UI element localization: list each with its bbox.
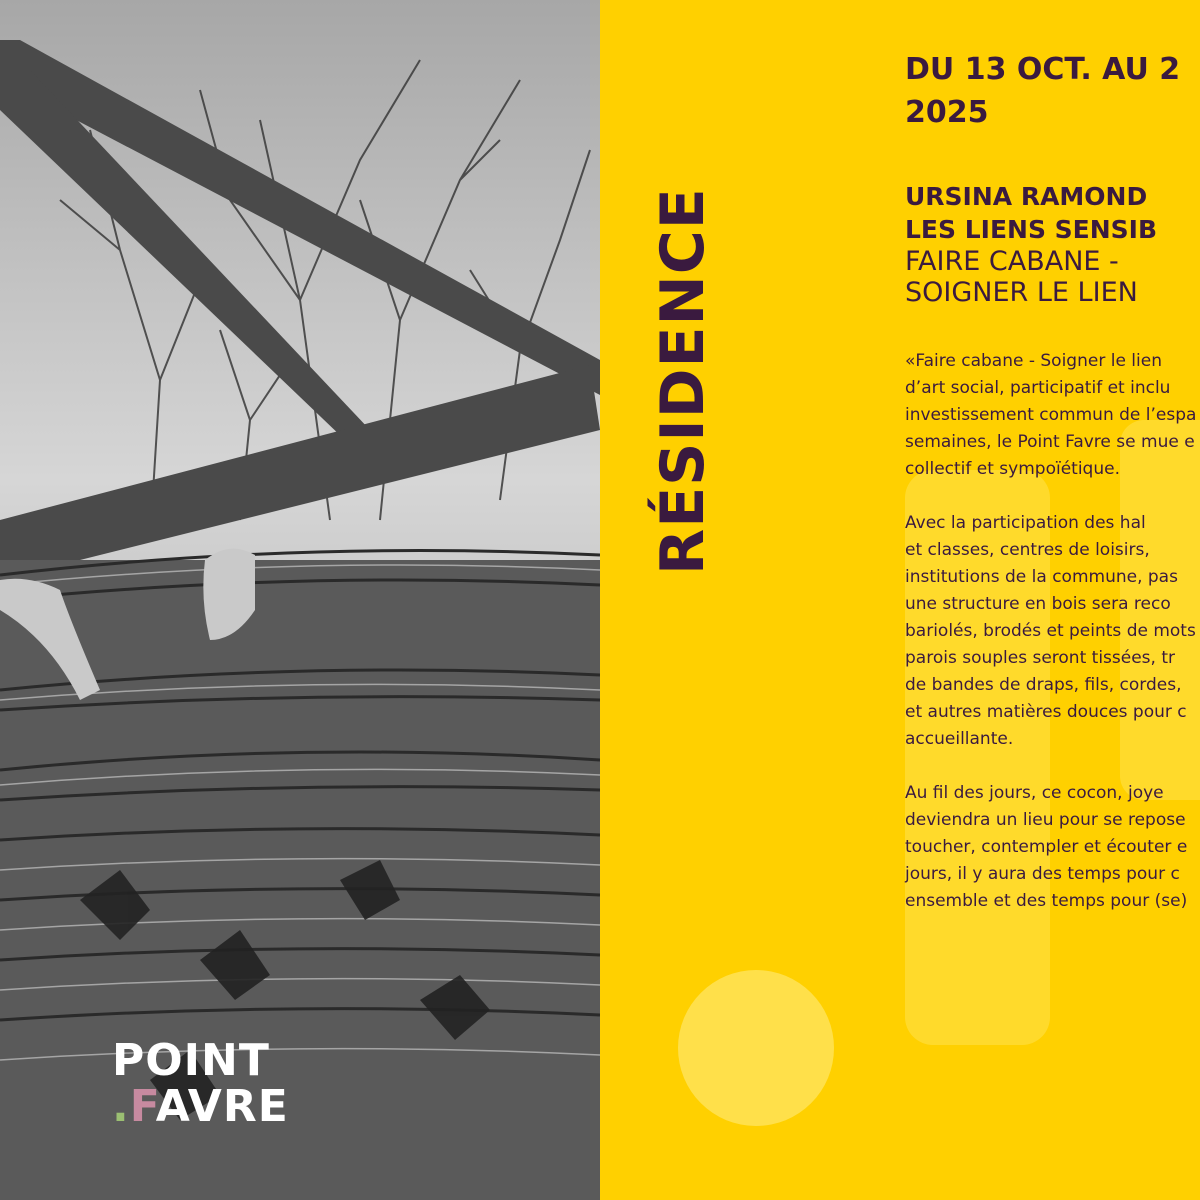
text-line: parois souples seront tissées, tr xyxy=(905,648,1175,668)
text-line: «Faire cabane - Soigner le lien xyxy=(905,351,1162,371)
decorative-circle xyxy=(678,970,834,1126)
text-line: Avec la participation des hal xyxy=(905,513,1146,533)
event-dates-line-2: 2025 xyxy=(905,95,989,130)
text-line: et classes, centres de loisirs, xyxy=(905,540,1150,560)
paragraph-3 xyxy=(905,780,1200,915)
paragraph-1 xyxy=(905,348,1200,483)
description xyxy=(905,348,1200,915)
text-line: ensemble et des temps pour (se) xyxy=(905,891,1188,911)
project-subtitle xyxy=(905,246,1200,308)
text-line: accueillante. xyxy=(905,729,1014,749)
artist-line-2: LES LIENS SENSIB xyxy=(905,215,1158,244)
text-panel xyxy=(600,0,1200,1200)
logo-dot: . xyxy=(112,1081,130,1132)
text-line: jours, il y aura des temps pour c xyxy=(905,864,1180,884)
logo-rest: AVRE xyxy=(155,1081,289,1132)
artist-line-1: URSINA RAMOND xyxy=(905,182,1148,211)
logo-line-2 xyxy=(112,1081,289,1132)
subtitle-line-2: SOIGNER LE LIEN xyxy=(905,277,1138,308)
logo-line-1: POINT xyxy=(112,1035,270,1086)
text-line: d’art social, participatif et inclu xyxy=(905,378,1171,398)
text-line: Au fil des jours, ce cocon, joye xyxy=(905,783,1164,803)
text-line: bariolés, brodés et peints de mots xyxy=(905,621,1196,641)
text-line: deviendra un lieu pour se repose xyxy=(905,810,1186,830)
text-line: une structure en bois sera reco xyxy=(905,594,1171,614)
content-column xyxy=(905,48,1200,915)
text-line: institutions de la commune, pas xyxy=(905,567,1178,587)
text-line: et autres matières douces pour c xyxy=(905,702,1187,722)
text-line: investissement commun de l’espa xyxy=(905,405,1197,425)
text-line: toucher, contempler et écouter e xyxy=(905,837,1188,857)
artist-name xyxy=(905,180,1200,246)
event-dates xyxy=(905,48,1200,134)
subtitle-line-1: FAIRE CABANE - xyxy=(905,246,1119,277)
text-line: collectif et sympoïétique. xyxy=(905,459,1120,479)
point-favre-logo xyxy=(112,1035,289,1132)
event-dates-line-1: DU 13 OCT. AU 2 xyxy=(905,52,1181,87)
text-line: de bandes de draps, fils, cordes, xyxy=(905,675,1182,695)
logo-f: F xyxy=(129,1081,156,1132)
vertical-label-residence: RÉSIDENCE xyxy=(648,187,718,575)
text-line: semaines, le Point Favre se mue e xyxy=(905,432,1195,452)
paragraph-2 xyxy=(905,510,1200,753)
